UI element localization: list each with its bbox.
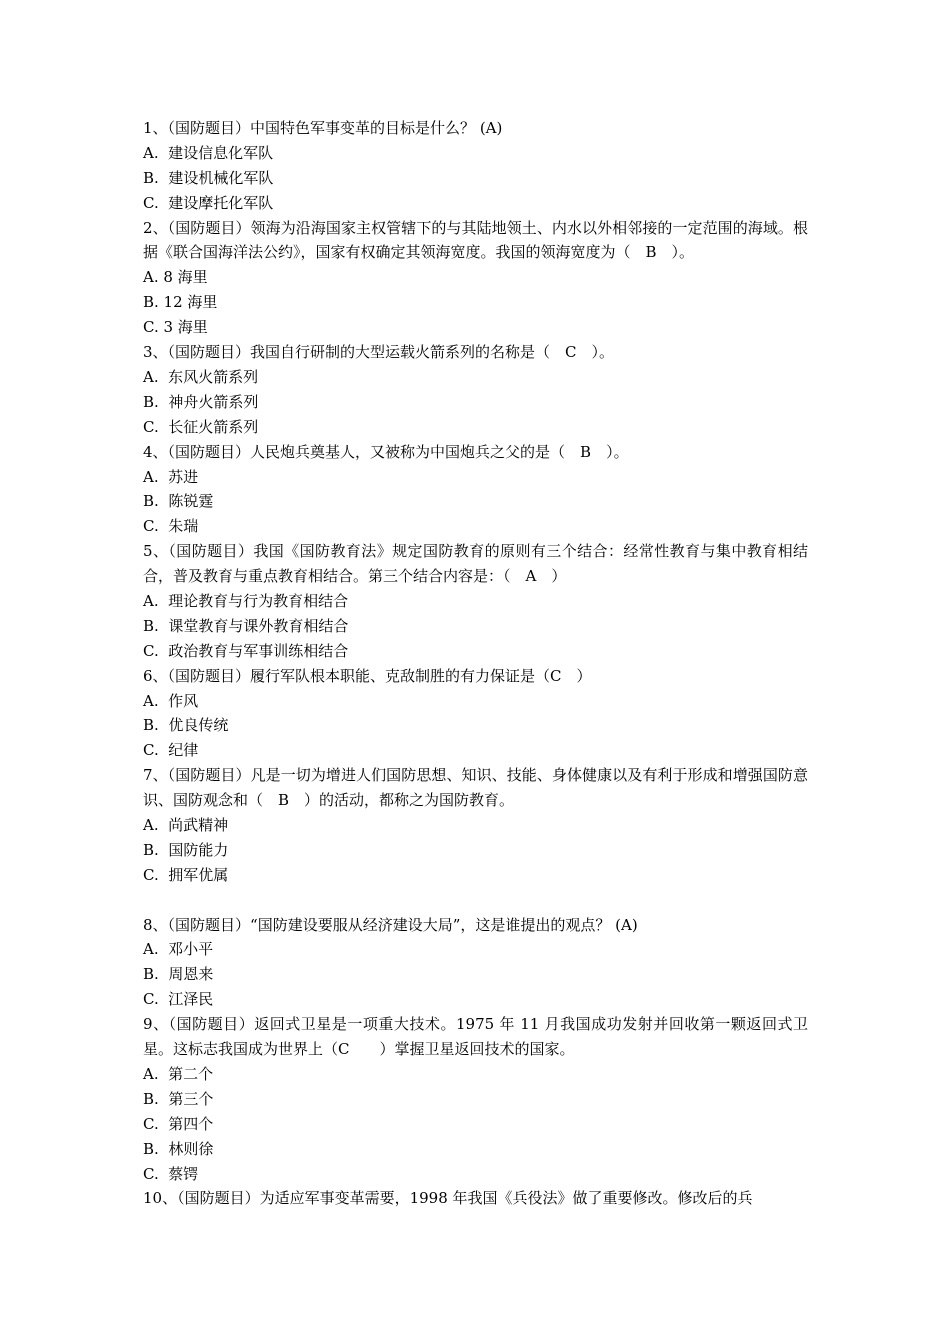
question-5-option-a: A. 理论教育与行为教育相结合 <box>143 591 349 610</box>
question-8: 8、（国防题目）“国防建设要服从经济建设大局”，这是谁提出的观点？ (A) <box>143 915 638 934</box>
question-4-option-c: C. 朱瑞 <box>143 517 199 536</box>
question-4: 4、（国防题目）人民炮兵奠基人，又被称为中国炮兵之父的是（ B ）。 <box>143 442 629 461</box>
question-3: 3、（国防题目）我国自行研制的大型运载火箭系列的名称是（ C ）。 <box>143 343 615 362</box>
question-7-option-c: C. 拥军优属 <box>143 865 229 884</box>
question-9: 9、（国防题目）返回式卫星是一项重大技术。1975 年 11 月我国成功发射并回收第一颗返回式卫星。这标志我国成为世界上（C ）掌握卫星返回技术的国家。 <box>143 1015 808 1059</box>
question-1: 1、（国防题目）中国特色军事变革的目标是什么？ (A) <box>143 119 503 137</box>
question-9-option-a: A. 第二个 <box>143 1064 214 1083</box>
question-10: 10、（国防题目）为适应军事变革需要，1998 年我国《兵役法》做了重要修改。修改后的兵 <box>143 1189 753 1208</box>
question-8-option-c: C. 江泽民 <box>143 990 214 1009</box>
question-7-option-a: A. 尚武精神 <box>143 816 229 835</box>
question-3-option-c: C. 长征火箭系列 <box>143 417 259 436</box>
question-6: 6、（国防题目）履行军队根本职能、克敌制胜的有力保证是（C ） <box>143 666 592 685</box>
question-2-option-a: A. 8 海里 <box>143 268 208 287</box>
question-1-option-c: C. 建设摩托化军队 <box>143 193 274 212</box>
blank-line <box>143 888 808 913</box>
question-9-option-b: B. 第三个 <box>143 1089 214 1108</box>
question-2-option-c: C. 3 海里 <box>143 318 208 337</box>
question-1-option-b: B. 建设机械化军队 <box>143 168 274 187</box>
document-body <box>143 116 808 1211</box>
question-7: 7、（国防题目）凡是一切为增进人们国防思想、知识、技能、身体健康以及有利于形成和增强国防意识、国防观念和（ B ）的活动，都称之为国防教育。 <box>143 766 808 810</box>
question-1-option-a: A. 建设信息化军队 <box>143 143 274 162</box>
question-6-option-a: A. 作风 <box>143 691 199 710</box>
stray-option-c: C. 蔡锷 <box>143 1164 199 1183</box>
question-5: 5、（国防题目）我国《国防教育法》规定国防教育的原则有三个结合：经常性教育与集中教育相结合，普及教育与重点教育相结合。第三个结合内容是：（ A ） <box>143 542 808 586</box>
question-5-option-b: B. 课堂教育与课外教育相结合 <box>143 616 349 635</box>
question-6-option-b: B. 优良传统 <box>143 716 229 735</box>
question-2-option-b: B. 12 海里 <box>143 293 218 312</box>
question-9-option-c: C. 第四个 <box>143 1114 214 1133</box>
question-4-option-a: A. 苏进 <box>143 467 199 486</box>
question-8-option-b: B. 周恩来 <box>143 965 214 984</box>
question-8-option-a: A. 邓小平 <box>143 940 214 959</box>
question-2: 2、（国防题目）领海为沿海国家主权管辖下的与其陆地领土、内水以外相邻接的一定范围的海域。根据《联合国海洋法公约》，国家有权确定其领海宽度。我国的领海宽度为（ B ）。 <box>143 218 808 262</box>
question-3-option-b: B. 神舟火箭系列 <box>143 392 259 411</box>
question-3-option-a: A. 东风火箭系列 <box>143 367 259 386</box>
question-5-option-c: C. 政治教育与军事训练相结合 <box>143 641 349 660</box>
question-7-option-b: B. 国防能力 <box>143 840 229 859</box>
stray-option-b: B. 林则徐 <box>143 1139 214 1158</box>
question-6-option-c: C. 纪律 <box>143 741 199 760</box>
question-4-option-b: B. 陈锐霆 <box>143 492 214 511</box>
